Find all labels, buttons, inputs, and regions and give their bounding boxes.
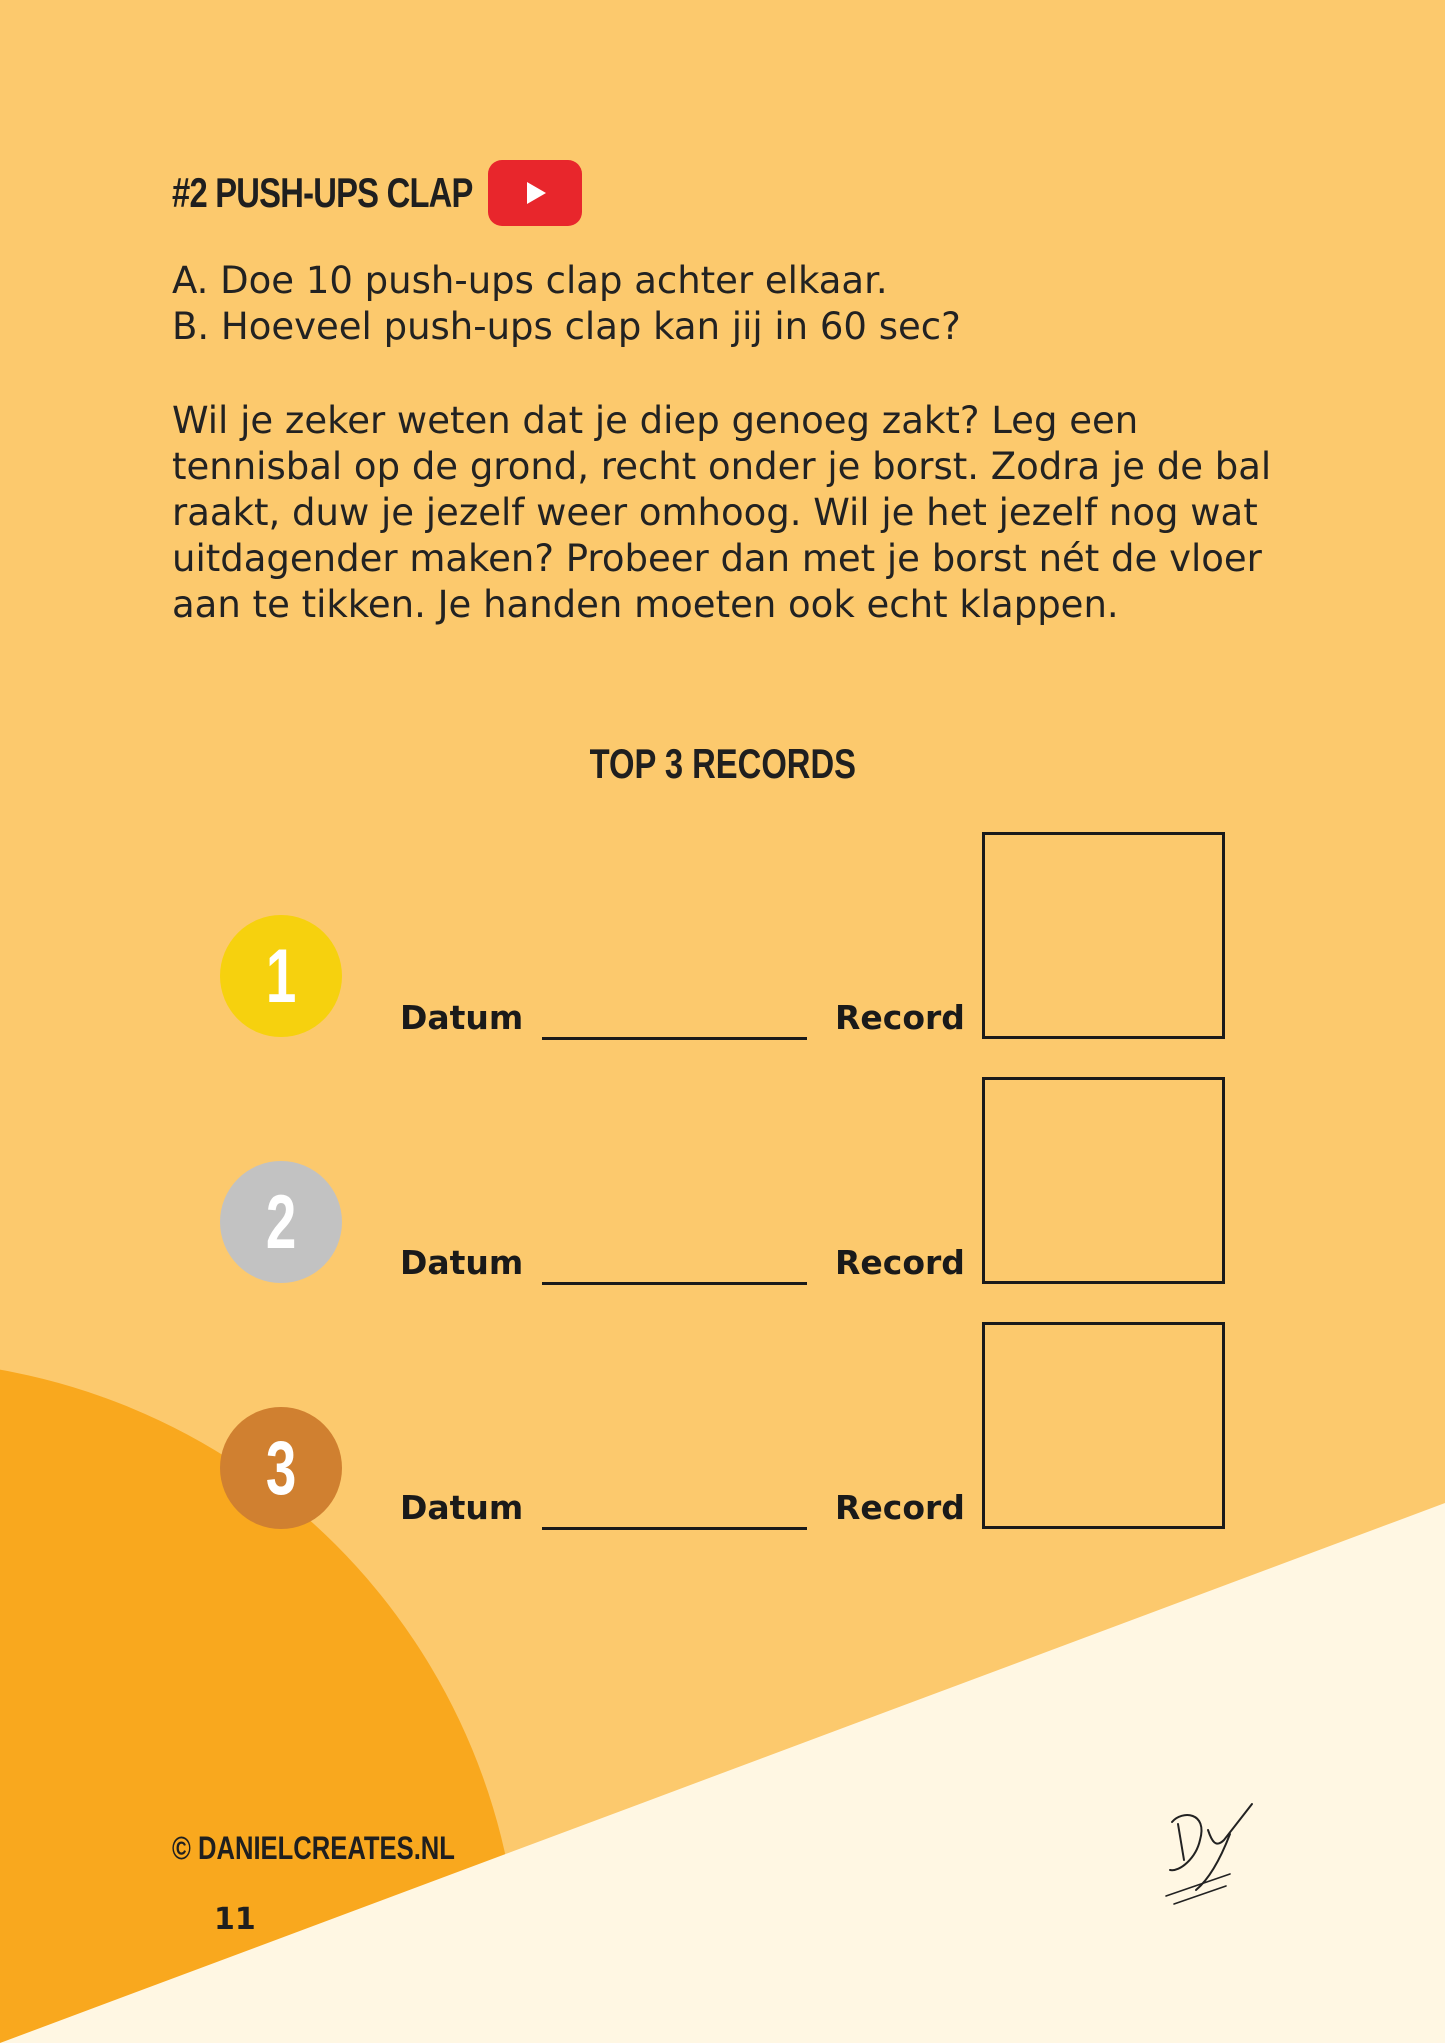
record-input-box[interactable] [982, 1322, 1225, 1529]
copyright-text [172, 1830, 526, 1867]
record-input-box[interactable] [982, 1077, 1225, 1284]
paragraph-line: uitdagender maken? Probeer dan met je borst nét de vloer [172, 537, 1262, 580]
record-input-box[interactable] [982, 832, 1225, 1039]
datum-label: Datum [400, 1243, 524, 1282]
youtube-video-button[interactable] [488, 160, 582, 226]
record-label: Record [835, 1488, 965, 1527]
header [172, 158, 472, 228]
record-row-3 [0, 1320, 1445, 1532]
paragraph-line: tennisbal op de grond, recht onder je borst. Zodra je de bal [172, 445, 1272, 488]
rank-3-medal [220, 1407, 342, 1529]
rank-number: 2 [265, 1179, 297, 1265]
page-title: #2 PUSH-UPS CLAP [172, 169, 473, 216]
datum-label: Datum [400, 1488, 524, 1527]
signature-logo [1160, 1800, 1275, 1910]
datum-label: Datum [400, 998, 524, 1037]
youtube-play-icon [520, 178, 550, 208]
datum-input-line[interactable] [542, 1527, 807, 1530]
copyright-label: © DANIELCREATES.NL [172, 1830, 455, 1866]
paragraph-line: raakt, duw je jezelf weer omhoog. Wil je het jezelf nog wat [172, 491, 1258, 534]
page-number: 11 [214, 1902, 256, 1937]
exercise-instructions [172, 258, 961, 350]
tip-paragraph [172, 398, 1292, 628]
record-label: Record [835, 1243, 965, 1282]
instruction-b: B. Hoeveel push-ups clap kan jij in 60 sec? [172, 305, 961, 348]
rank-2-medal [220, 1161, 342, 1283]
record-row-1 [0, 830, 1445, 1042]
rank-1-medal [220, 915, 342, 1037]
datum-input-line[interactable] [542, 1037, 807, 1040]
instruction-a: A. Doe 10 push-ups clap achter elkaar. [172, 259, 888, 302]
record-label: Record [835, 998, 965, 1037]
paragraph-line: aan te tikken. Je handen moeten ook echt klappen. [172, 583, 1119, 626]
records-title [0, 740, 1445, 788]
record-row-2 [0, 1075, 1445, 1287]
datum-input-line[interactable] [542, 1282, 807, 1285]
rank-number: 1 [265, 933, 297, 1019]
records-title-text: TOP 3 RECORDS [589, 740, 856, 787]
paragraph-line: Wil je zeker weten dat je diep genoeg zakt? Leg een [172, 399, 1139, 442]
rank-number: 3 [265, 1425, 297, 1511]
